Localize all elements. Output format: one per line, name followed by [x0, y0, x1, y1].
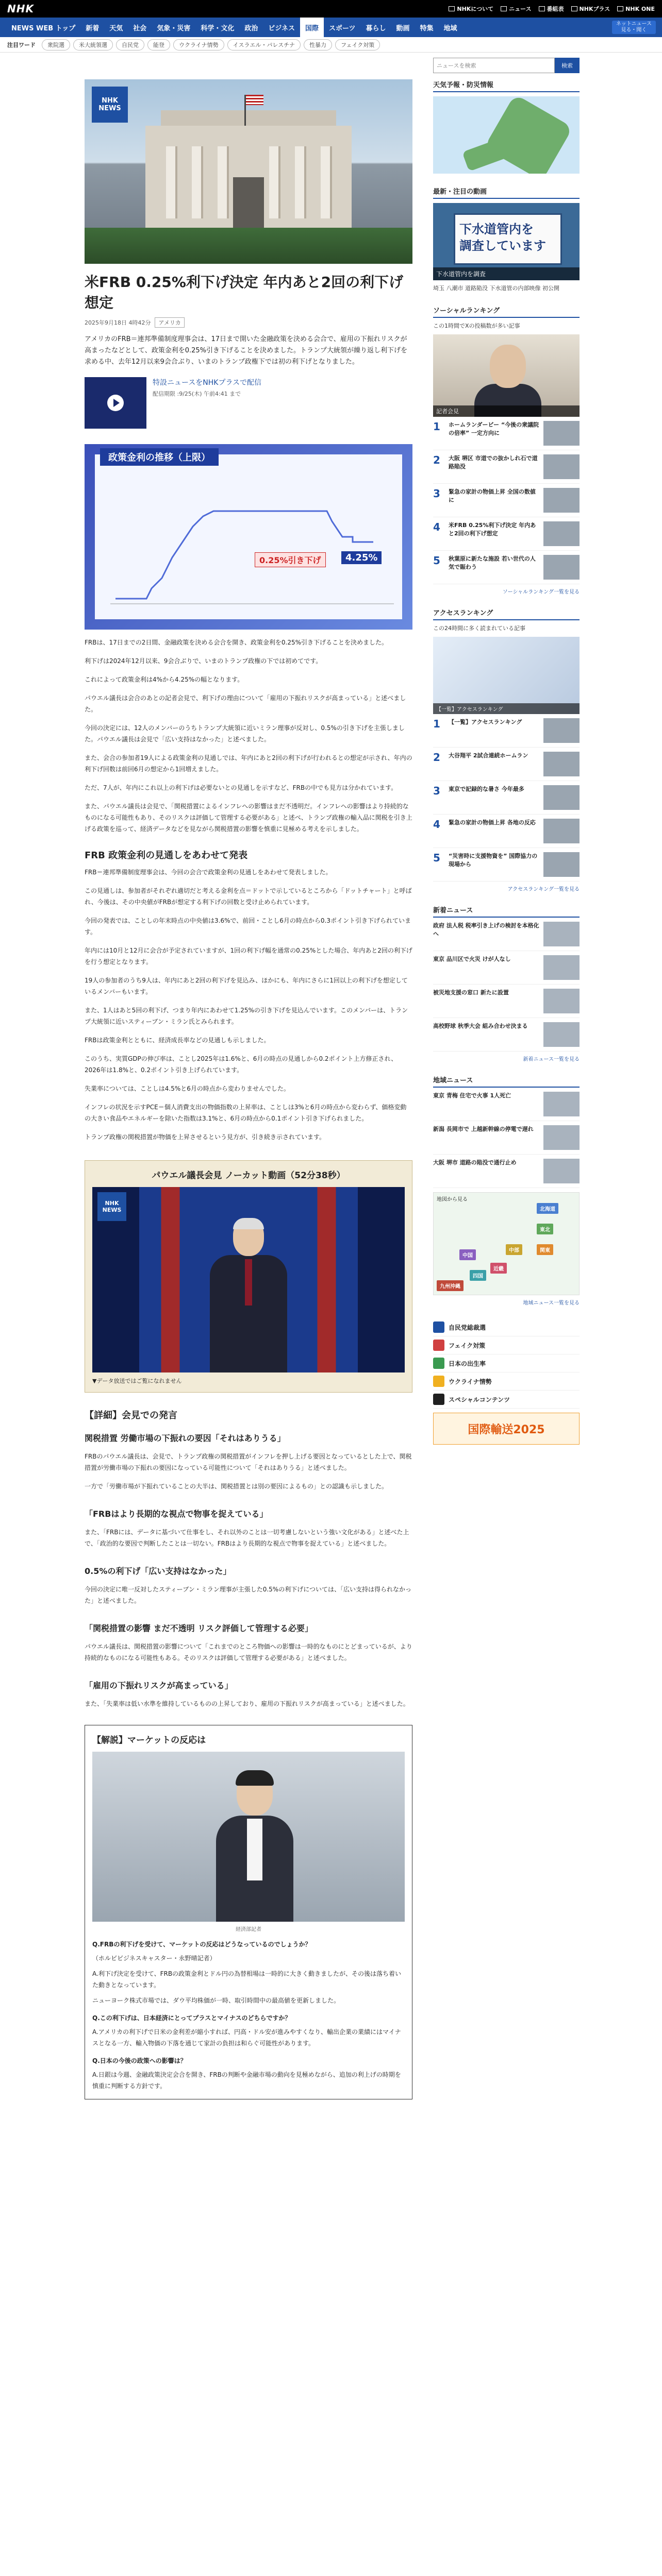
body-paragraph: これによって政策金利は4%から4.25%の幅となります。 [85, 676, 244, 683]
body-paragraph: 年内には10月と12月に会合が予定されていますが、1回の利下げ幅を通常の0.25%とした場合、年内あと2回の利下げを行う想定となります。 [85, 947, 412, 965]
article-meta [85, 317, 412, 328]
more-link[interactable]: 地域ニュース一覧を見る [523, 1300, 580, 1306]
body-paragraph: FRBのパウエル議長は、会見で、トランプ政権の関税措置がインフレを押し上げる要因となっているとした上で、関税措置が労働市場の下振れの要因になっている可能性について「それはありうる」と述べました。 [85, 1453, 412, 1471]
nav-international[interactable]: 国際 [300, 18, 324, 37]
top-links [449, 5, 655, 13]
nav-science[interactable]: 科学・文化 [201, 24, 235, 32]
body-paragraph: また、パウエル議長は会見で、「関税措置によるインフレへの影響はまだ不透明だ。インフレへの影響はより持続的なものになる可能性もあり、そのリスクは評価して管理する必要がある」と述べ、トランプ政権の輸入品に関税を引き上げる政策を巡って、経済データなどを見ながら関税措置の影響を慎重に見極める考えを示しました。 [85, 803, 412, 833]
weather-module [433, 79, 580, 174]
more-link[interactable]: アクセスランキング一覧を見る [507, 887, 580, 892]
nav-business[interactable]: ビジネス [268, 24, 295, 32]
info-icon [449, 6, 455, 11]
video-box-title: パウエル議長会見 ノーカット動画（52分38秒） [152, 1171, 345, 1181]
video-caption[interactable]: 埼玉 八潮市 道路陥没 下水道管の内部映像 初公開 [433, 285, 559, 292]
more-link[interactable]: ソーシャルランキング一覧を見る [502, 589, 580, 595]
body-paragraph: FRBは政策金利とともに、経済成長率などの見通しも示しました。 [85, 1037, 270, 1044]
social-sub: この1時間でXの投稿数が多い記事 [433, 323, 520, 329]
article-main [85, 79, 412, 2099]
body-paragraph: FRB＝連邦準備制度理事会は、今回の会合で政策金利の見通しをあわせて発表しました。 [85, 869, 332, 876]
rate-history-image [85, 444, 412, 630]
tv-icon [539, 6, 545, 11]
feature-icon [433, 1340, 444, 1351]
plus-icon [571, 6, 577, 11]
nav-special-button[interactable]: ネットニュース 見る・聞く [612, 21, 656, 34]
social-ranking [433, 305, 580, 595]
body-paragraph: 今回の発表では、ことしの年末時点の中央値は3.6%で、前回・ことし6月の時点から0.3ポイント引き下げられています。 [85, 917, 411, 936]
promo-banner[interactable]: 国際輸送2025 [433, 1413, 580, 1445]
trend-tag[interactable]: 米大統領選 [73, 39, 113, 50]
flag-icon [246, 95, 263, 105]
body-paragraph: また、「FRBには、データに基づいて仕事をし、それ以外のことは一切考慮しないという強い文化がある」と述べた上で、「政治的な要因で判断したことは一切ない。FRBはより長期的な視点で物事を捉えている」と述べました。 [85, 1529, 409, 1547]
feature-link[interactable]: フェイク対策 [433, 1336, 580, 1354]
features-module [433, 1318, 580, 1445]
sub-heading: 「雇用の下振れリスクが高まっている」 [85, 1681, 233, 1690]
video-label: 下水道管内を調査 [433, 267, 580, 280]
sub-heading: 関税措置 労働市場の下振れの要因「それはありうる」 [85, 1433, 286, 1443]
body-paragraph: この見通しは、参加者がそれぞれ適切だと考える金利を点＝ドットで示しているところから「ドットチャート」と呼ばれ、今後は、その中央値がFRBが想定する利下げの回数と受け止められています。 [85, 887, 412, 906]
answer: A.日銀は今週、金融政策決定会合を開き、FRBの判断や金融市場の動向を見極めながら、追加の利上げの時期を慎重に判断する方針です。 [92, 2071, 401, 2090]
video-thumbnail[interactable] [85, 377, 146, 429]
ranking-item[interactable]: 2 大阪 堺区 市道での抜かしれ石で道路陥没 [433, 450, 580, 484]
main-nav [0, 18, 662, 37]
speaker-illustration [210, 1218, 287, 1372]
news-item[interactable]: 東京 青梅 住宅で火事 1人死亡 [433, 1088, 580, 1121]
trend-tag[interactable]: 能登 [147, 39, 170, 50]
video-note: ▼データ放送ではご覧になれません [92, 1378, 182, 1384]
article-title: 米FRB 0.25%利下げ決定 年内あと2回の利下げ想定 [85, 274, 404, 311]
answer: ニューヨーク株式市場では、ダウ平均株価が一時、取引時間中の最高値を更新しました。 [92, 1997, 340, 2004]
video-board-text: 下水道管内を 調査しています [454, 213, 562, 265]
new-news [433, 905, 580, 1062]
answer: A.アメリカの利下げで日米の金利差が縮小すれば、円高・ドル安が進みやすくなり、輸出企業の業績にはマイナスとなる一方、輸入物価の下落を通じて家計の負担は和らぐ可能性があります。 [92, 2028, 401, 2047]
rate-cut-label: 0.25%引き下げ [255, 552, 326, 567]
nav-politics[interactable]: 政治 [244, 24, 258, 32]
rate-image-title: 政策金利の推移（上限） [100, 448, 219, 466]
nhk-news-badge: NHK NEWS [92, 87, 128, 123]
feature-link[interactable]: ウクライナ情勢 [433, 1372, 580, 1391]
nav-disaster[interactable]: 気象・災害 [157, 24, 191, 32]
question: Q.FRBの利下げを受けて、マーケットの反応はどうなっているのでしょうか？ [92, 1941, 311, 1948]
video-module [433, 186, 580, 293]
building-illustration [145, 126, 352, 229]
sub-heading: 「関税措置の影響 まだ不透明 リスク評価して管理する必要」 [85, 1623, 313, 1633]
feature-icon [433, 1376, 444, 1387]
ranking-item[interactable]: 1 ホームランダービー “今後の衆議院の倍率” 一定方向に [433, 417, 580, 450]
nav-society[interactable]: 社会 [133, 24, 147, 32]
nhkplus-promo [85, 377, 412, 429]
body-paragraph: 失業率については、ことしは4.5%と6月の時点から変わりませんでした。 [85, 1085, 290, 1092]
nav-video[interactable]: 動画 [396, 24, 410, 32]
news-item[interactable]: 政府 法人税 税率引き上げの検討を本格化へ [433, 918, 580, 951]
news-icon [501, 6, 507, 11]
access-heading: アクセスランキング [433, 607, 580, 620]
news-item[interactable]: 高校野球 秋季大会 組み合わせ決まる [433, 1018, 580, 1052]
social-heading: ソーシャルランキング [433, 305, 580, 318]
region-tohoku[interactable]: 東北 [537, 1224, 553, 1234]
feature-link[interactable]: スペシャルコンテンツ [433, 1391, 580, 1409]
answer: A.利下げ決定を受けて、FRBの政策金利とドル円の為替相場は一時的に大きく動きましたが、その後は落ち着いた動きとなっています。 [92, 1970, 402, 1989]
press-conference-video [85, 1160, 412, 1393]
ranking-item[interactable]: 4 緊急の家計の物価上昇 各地の反応 [433, 815, 580, 848]
article-lead: アメリカのFRB＝連邦準備制度理事会は、17日まで開いた金融政策を決める会合で、雇用の下振れリスクが高まったなどとして、政策金利を0.25%引き下げることを決めました。トランプ大統領が繰り返し利下げを求める中、去年12月以来9会合ぶり、いまのトランプ政権下では初の利下げとなりました。 [85, 335, 408, 366]
trend-tag[interactable]: 性暴力 [304, 39, 332, 50]
more-link[interactable]: 新着ニュース一覧を見る [523, 1057, 580, 1062]
search-box [433, 58, 580, 73]
ranking-item[interactable]: 4 米FRB 0.25%利下げ決定 年内あと2回の利下げ想定 [433, 517, 580, 551]
search-button[interactable]: 検索 [555, 58, 580, 73]
body-paragraph: また、1人はあと5回の利下げ、つまり年内にあわせて1.25%の引き下げを見込んでいます。このメンバーは、トランプ大統領に近いスティーブン・ミラン氏とみられます。 [85, 1007, 408, 1025]
rate-step-graphic [85, 444, 412, 630]
nhkplus-link[interactable]: 特設ニュースをNHKプラスで配信 [153, 379, 262, 387]
region-map [433, 1192, 580, 1295]
ranking-item[interactable]: 2 大谷翔平 2試合連続ホームラン [433, 748, 580, 781]
feature-icon [433, 1358, 444, 1369]
body-paragraph: ただ、7人が、年内にこれ以上の利下げは必要ないとの見通しを示すなど、FRBの中でも見方は分かれています。 [85, 784, 398, 791]
reporter-photo [92, 1752, 405, 1922]
explainer-box [85, 1725, 412, 2099]
news-item[interactable]: 大阪 堺市 道路の陥没で通行止め [433, 1155, 580, 1188]
sub-heading: 0.5%の利下げ「広い支持はなかった」 [85, 1566, 231, 1576]
nav-new[interactable]: 新着 [86, 24, 100, 32]
news-item[interactable]: 東京 品川区で火災 けが人なし [433, 951, 580, 985]
trend-bar [0, 37, 662, 53]
top-link[interactable]: NHKプラス [571, 5, 610, 13]
nhk-news-badge: NHK NEWS [97, 1192, 126, 1221]
ranking-image-caption: 記者会見 [433, 405, 580, 417]
body-paragraph: パウエル議長は会合のあとの記者会見で、利下げの理由について「雇用の下振れリスクが高まっている」と述べました。 [85, 694, 406, 713]
section-heading: FRB 政策金利の見通しをあわせて発表 [85, 850, 248, 861]
ranking-image[interactable] [433, 334, 580, 417]
ranking-item[interactable]: 3 東京で記録的な暑さ 今年最多 [433, 781, 580, 815]
trend-tag[interactable]: 衆院選 [42, 39, 70, 50]
region-chugoku[interactable]: 中国 [459, 1249, 476, 1260]
category-tag[interactable]: アメリカ [155, 317, 184, 328]
feature-icon [433, 1321, 444, 1333]
one-icon [617, 6, 623, 11]
body-paragraph: 今回の決定に唯一反対したスティーブン・ミラン理事が主張した0.5%の利下げについては、「広い支持は得られなかった」と述べました。 [85, 1586, 411, 1604]
news-item[interactable]: 新潟 長岡市で 上越新幹線の停電で遅れ [433, 1121, 580, 1155]
section-heading: 【詳細】会見での発言 [85, 1410, 177, 1421]
news-item[interactable]: 被災地支援の窓口 新たに設置 [433, 985, 580, 1018]
nav-sports[interactable]: スポーツ [329, 24, 356, 32]
access-ranking [433, 607, 580, 892]
top-link[interactable]: NHK ONE [617, 5, 655, 13]
nav-top[interactable]: NEWS WEB トップ [11, 24, 76, 32]
explainer-title: 【解説】マーケットの反応は [92, 1735, 206, 1745]
weather-map[interactable] [433, 96, 580, 174]
top-bar [0, 0, 662, 18]
ranking-item[interactable]: 1 【一覧】アクセスランキング [433, 714, 580, 748]
body-paragraph: パウエル議長は、関税措置の影響について「これまでのところ物価への影響は一時的なものにとどまっているが、より持続的なものになる可能性もある。そのリスクは評価して管理する必要がある」と述べました。 [85, 1643, 412, 1662]
region-chubu[interactable]: 中部 [506, 1244, 522, 1255]
access-image[interactable]: 【一覧】アクセスランキング [433, 637, 580, 714]
photo-caption: 経済部記者 [236, 1927, 261, 1933]
region-shikoku[interactable]: 四国 [470, 1270, 486, 1281]
trend-tag[interactable]: ウクライナ情勢 [173, 39, 224, 50]
trend-tag[interactable]: フェイク対策 [335, 39, 380, 50]
region-kanto[interactable]: 関東 [537, 1244, 553, 1255]
sidebar [433, 79, 580, 1457]
nhk-logo[interactable]: NHK [7, 3, 34, 15]
body-paragraph: このうち、実質GDPの伸び率は、ことし2025年は1.6%と、6月の時点の見通しから0.2ポイント上方修正され、2026年は1.8%と、0.2ポイント引き上げられています。 [85, 1055, 398, 1074]
nav-features[interactable]: 特集 [420, 24, 434, 32]
access-sub: この24時間に多く読まれている記事 [433, 625, 525, 632]
featured-video[interactable] [433, 203, 580, 280]
body-paragraph: FRBは、17日までの2日間、金融政策を決める会合を開き、政策金利を0.25%引き下げることを決めました。 [85, 639, 388, 646]
play-icon [107, 395, 124, 411]
body-paragraph: また、「失業率は低い水準を維持しているものの上昇しており、雇用の下振れリスクが高まっている」と述べました。 [85, 1700, 409, 1707]
new-news-heading: 新着ニュース [433, 905, 580, 918]
body-paragraph: 今回の決定には、12人のメンバーのうちトランプ大統領に近いミラン理事が反対し、0.5%の引き下げを主張しました。パウエル議長は会見で「広い支持はなかった」と述べました。 [85, 724, 405, 743]
region-news [433, 1075, 580, 1306]
answer: （ホルビビジネスキャスター・永野晴記者） [92, 1955, 216, 1962]
nav-weather[interactable]: 天気 [109, 24, 123, 32]
feature-link[interactable]: 日本の出生率 [433, 1354, 580, 1372]
body-paragraph: トランプ政権の関税措置が物価を上昇させるという見方が、引き続き示されています。 [85, 1133, 326, 1141]
body-paragraph: 一方で「労働市場が下振れていることの大半は、関税措置とは別の要因によるもの」との認識も示しました。 [85, 1483, 388, 1490]
video-heading: 最新・注目の動画 [433, 186, 580, 199]
ranking-item[interactable]: 5 秋葉原に新たな施設 若い世代の人気で賑わう [433, 551, 580, 584]
body-paragraph: また、会合の参加者19人による政策金利の見通しでは、年内にあと2回の利下げが行われるとの想定が示され、年内の利下げ回数は前回6月の想定から1回増えました。 [85, 754, 412, 773]
trend-label: 注目ワード [7, 41, 36, 48]
search-input[interactable] [433, 58, 555, 73]
rate-value-label: 4.25% [341, 551, 382, 564]
question: Q.日本の今後の政策への影響は？ [92, 2057, 187, 2064]
video-player[interactable] [92, 1187, 405, 1372]
sub-heading: 「FRBはより長期的な視点で物事を捉えている」 [85, 1509, 268, 1519]
region-heading: 地域ニュース [433, 1075, 580, 1088]
feature-icon [433, 1394, 444, 1405]
weather-heading: 天気予報・防災情報 [433, 79, 580, 92]
top-link[interactable]: NHKについて [449, 5, 493, 13]
question: Q.この利下げは、日本経済にとってプラスとマイナスのどちらですか？ [92, 2014, 291, 2022]
ranking-item[interactable]: 3 緊急の家計の物価上昇 全国の数値に [433, 484, 580, 517]
region-map-label: 地図から見る [437, 1197, 468, 1202]
body-paragraph: インフレの状況を示すPCE＝個人消費支出の物価指数の上昇率は、ことしは3%と6月の時点から変わらず、価格変動の大きい食品やエネルギーを除いた指数は3.1%と、6月の時点から0.1ポイント引き下げられました。 [85, 1104, 407, 1122]
region-kyushu[interactable]: 九州沖縄 [437, 1280, 464, 1291]
ranking-item[interactable]: 5 “災害時に支援物資を” 国際協力の現場から [433, 848, 580, 882]
region-hokkaido[interactable]: 北海道 [537, 1203, 558, 1214]
trend-tag[interactable]: イスラエル・パレスチナ [227, 39, 301, 50]
body-paragraph: 利下げは2024年12月以来、9会合ぶりで、いまのトランプ政権の下では初めてです。 [85, 657, 322, 665]
body-paragraph: 19人の参加者のうち9人は、年内にあと2回の利下げを見込み、ほかにも、年内にさらに1回以上の利下げを想定しているメンバーもいます。 [85, 977, 408, 995]
nav-life[interactable]: 暮らし [366, 24, 386, 32]
feature-link[interactable]: 自民党総裁選 [433, 1318, 580, 1336]
hero-image [85, 79, 412, 264]
trend-tag[interactable]: 自民党 [116, 39, 144, 50]
nav-region[interactable]: 地域 [443, 24, 457, 32]
article-date: 2025年9月18日 4時42分 [85, 319, 151, 326]
nhkplus-expiry: 配信期限 :9/25(木) 午前4:41 まで [153, 391, 241, 397]
region-kinki[interactable]: 近畿 [490, 1263, 507, 1274]
top-link[interactable]: 番組表 [539, 5, 564, 13]
top-link[interactable]: ニュース [501, 5, 531, 13]
